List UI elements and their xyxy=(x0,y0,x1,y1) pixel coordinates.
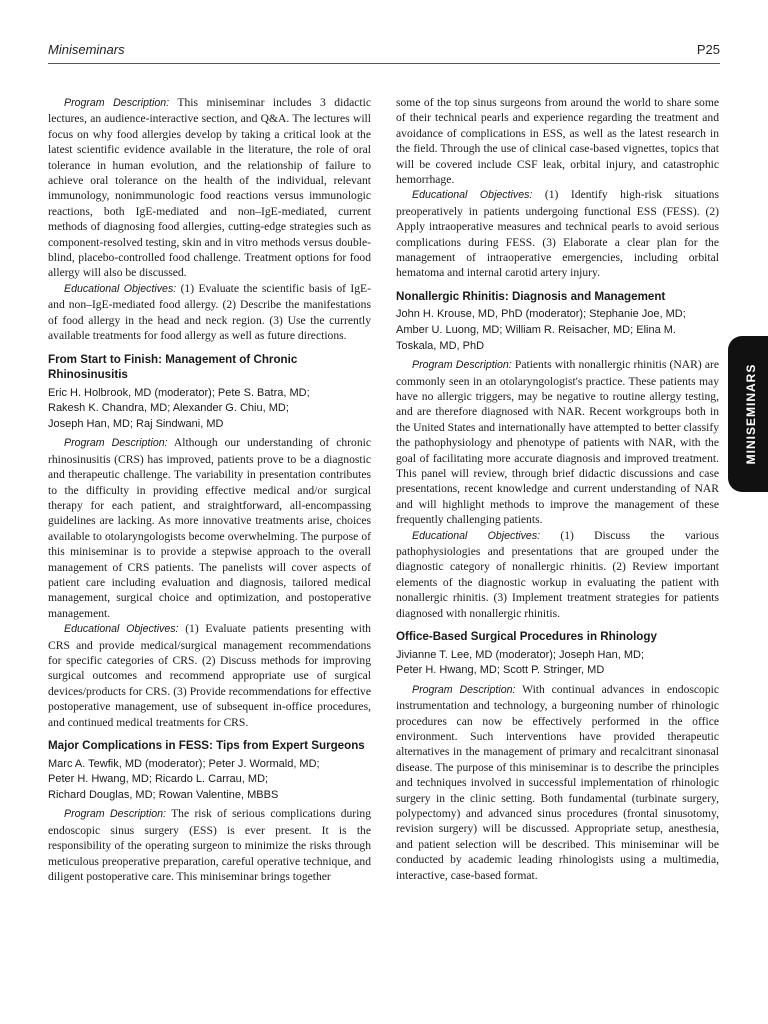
fess-educational-objectives xyxy=(396,187,719,280)
author-line: Amber U. Luong, MD; William R. Reisacher, MD; Elina M. xyxy=(396,323,676,336)
running-header-section: Miniseminars xyxy=(48,42,125,57)
author-line: Rakesh K. Chandra, MD; Alexander G. Chiu, MD; xyxy=(48,402,289,415)
program-description-label: Program Description: xyxy=(64,437,168,450)
nar-educational-objectives xyxy=(396,528,719,621)
fess-educational-objectives-text: (1) Identify high-risk situations preoperatively in patients undergoing functional ESS (FESS). (2) Apply intraoperative measures and technical pearls to avoid serious complications during FESS. (3) Elaborate a clear plan for the management of intraoperative emergencies, including orbital hematoma and internal carotid artery injury. xyxy=(396,188,719,280)
program-description-label: Program Description: xyxy=(412,359,512,372)
section-title-crs: From Start to Finish: Management of Chronic Rhinosinusitis xyxy=(48,352,298,381)
nar-educational-objectives-text: (1) Discuss the various pathophysiologies and presentations that are grouped under the diagnostic category of nonallergic rhinitis. (2) Review important elements of the diagnostic workup in evaluating the patient with nonallergic rhinitis. (3) Implement treatment strategies for patients diagnosed with nonallergic rhinitis. xyxy=(396,528,719,620)
side-tab-label: MINISEMINARS xyxy=(744,363,758,465)
office-program-description-text: With continual advances in endoscopic instrumentation and technology, a burgeoning number of rhinologic procedures can now be effectively performed in the office environment. Such interventions have provided therapeutic alternatives in the management of primary and recalcitrant sinonasal disease. The purpose of this miniseminar is to describe the principles and techniques involved in successful implementation of rhinologic surgery in the clinic setting. Both fundamental (turbinate surgery, polypectomy) and advanced sinus procedures (frontal sinusotomy, revision surgery) will be discussed. Appropriate setup, anesthesia, and patient selection will be described. This miniseminar will be conducted by academic leading rhinologists using a multimedia, interactive, case-based format. xyxy=(396,682,719,882)
author-line: Richard Douglas, MD; Rowan Valentine, MBBS xyxy=(48,788,279,801)
author-line: Jivianne T. Lee, MD (moderator); Joseph Han, MD; xyxy=(396,648,645,661)
intro-program-description xyxy=(48,95,371,281)
fess-program-description-continued: some of the top sinus surgeons from around the world to share some of their technical pearls and experience regarding the treatment and avoidance of complications in ESS, as well as the latest research in the field. Through the use of clinical case-based vignettes, topics that will be covered include CSF leak, orbital injury, and catastrophic hemorrhage. xyxy=(396,96,719,187)
authors-nar xyxy=(396,307,719,354)
crs-educational-objectives xyxy=(48,621,371,730)
section-side-tab xyxy=(728,336,768,492)
nar-program-description xyxy=(396,357,719,527)
section-title-fess: Major Complications in FESS: Tips from Expert Surgeons xyxy=(48,739,365,752)
fess-program-description xyxy=(48,806,371,884)
author-line: Toskala, MD, PhD xyxy=(396,339,485,352)
right-column xyxy=(396,95,719,883)
crs-program-description xyxy=(48,435,371,621)
author-line: Marc A. Tewfik, MD (moderator); Peter J. Wormald, MD; xyxy=(48,757,320,770)
nar-program-description-text: Patients with nonallergic rhinitis (NAR) are commonly seen in an otolaryngologist's practice. These patients may have no allergic triggers, may be negative to routine allergy testing, and are therefore diagnosed with NAR. Recent workgroups both in the United States and internationally have attempted to better classify the pathophysiology and phenotype of patients with NAR, with the goal of facilitating more accurate diagnosis and improved treatment. This panel will review, through brief didactic discussions and case presentations, recent knowledge and current understanding of NAR and will highlight methods to improve the management of these frequently challenging patients. xyxy=(396,358,719,527)
authors-crs xyxy=(48,386,371,433)
office-program-description xyxy=(396,682,719,883)
intro-educational-objectives xyxy=(48,281,371,344)
authors-office-procedures xyxy=(396,648,719,679)
author-line: Peter H. Hwang, MD; Scott P. Stringer, MD xyxy=(396,664,605,677)
authors-fess xyxy=(48,757,371,804)
intro-program-description-text: This miniseminar includes 3 didactic lectures, an audience-interactive section, and Q&A. The lectures will focus on why food allergies develop by taking a critical look at the latest scientific evidence available in the literature, the role of oral tolerance in human evolution, and the relationship of failure to achieve oral tolerance on the health of the individual, relevant immunology, nonimmunologic food reactions versus immunologic reactions, both IgE-mediated and non–IgE-mediated, current methods of diagnosing food allergies, cutting-edge strategies such as component-resolved testing, skin and in vitro methods versus double-blind, placebo-controlled food challenge. Treatment options for food allergy will also be discussed. xyxy=(48,96,371,280)
section-title-office-procedures: Office-Based Surgical Procedures in Rhinology xyxy=(396,630,657,644)
crs-educational-objectives-text: (1) Evaluate patients presenting with CRS and provide medical/surgical management recommendations for specific categories of CRS. (2) Discuss methods for improving surgical outcomes and recommend appropriate use of surgical devices/products for CRS. (3) Provide recommendations for effective postoperative management, use of subsequent in-office procedures, and continued medical treatments for CRS. xyxy=(48,622,371,729)
fess-program-description-text: The risk of serious complications during endoscopic sinus surgery (ESS) is ever present. It is the responsibility of the operating surgeon to minimize the risks through meticulous preoperative preparation, careful operative technique, and diligent postoperative care. This miniseminar brings together xyxy=(48,807,371,883)
page-number: P25 xyxy=(696,42,720,57)
author-line: Eric H. Holbrook, MD (moderator); Pete S. Batra, MD; xyxy=(48,386,310,399)
educational-objectives-label: Educational Objectives: xyxy=(412,189,533,202)
program-description-label: Program Description: xyxy=(64,808,166,821)
educational-objectives-label: Educational Objectives: xyxy=(64,623,179,636)
author-line: John H. Krouse, MD, PhD (moderator); Stephanie Joe, MD; xyxy=(396,308,686,321)
author-line: Peter H. Hwang, MD; Ricardo L. Carrau, MD; xyxy=(48,773,269,786)
program-description-label: Program Description: xyxy=(412,683,516,696)
intro-educational-objectives-text: (1) Evaluate the scientific basis of IgE- and non–IgE-mediated food allergy. (2) Describe the manifestations of food allergy in the head and neck region. (3) Use the currently available treatments for food allergy as well as future directions. xyxy=(48,281,371,343)
section-title-nar: Nonallergic Rhinitis: Diagnosis and Management xyxy=(396,289,666,303)
program-description-label: Program Description: xyxy=(64,97,170,109)
crs-program-description-text: Although our understanding of chronic rhinosinusitis (CRS) has improved, patients prove to be a diagnostic and therapeutic challenge. The variability in presentation contributes to the difficulty in providing effective medical and/or surgical therapy for each patient, and straightforward, all-encompassing guidelines are lacking. As more innovative treatments arise, choices available to otolaryngologists become overwhelming. The purpose of this miniseminar is to provide a stepwise approach to the overall management of CRS patients. The panelists will cover aspects of patient care including evaluation and diagnosis, tailored medical management, surgical choice and optimization, and postoperative management. xyxy=(48,436,371,620)
author-line: Joseph Han, MD; Raj Sindwani, MD xyxy=(48,417,224,430)
header-rule xyxy=(48,63,720,64)
educational-objectives-label: Educational Objectives: xyxy=(412,529,541,542)
educational-objectives-label: Educational Objectives: xyxy=(64,282,177,295)
left-column xyxy=(48,95,371,884)
